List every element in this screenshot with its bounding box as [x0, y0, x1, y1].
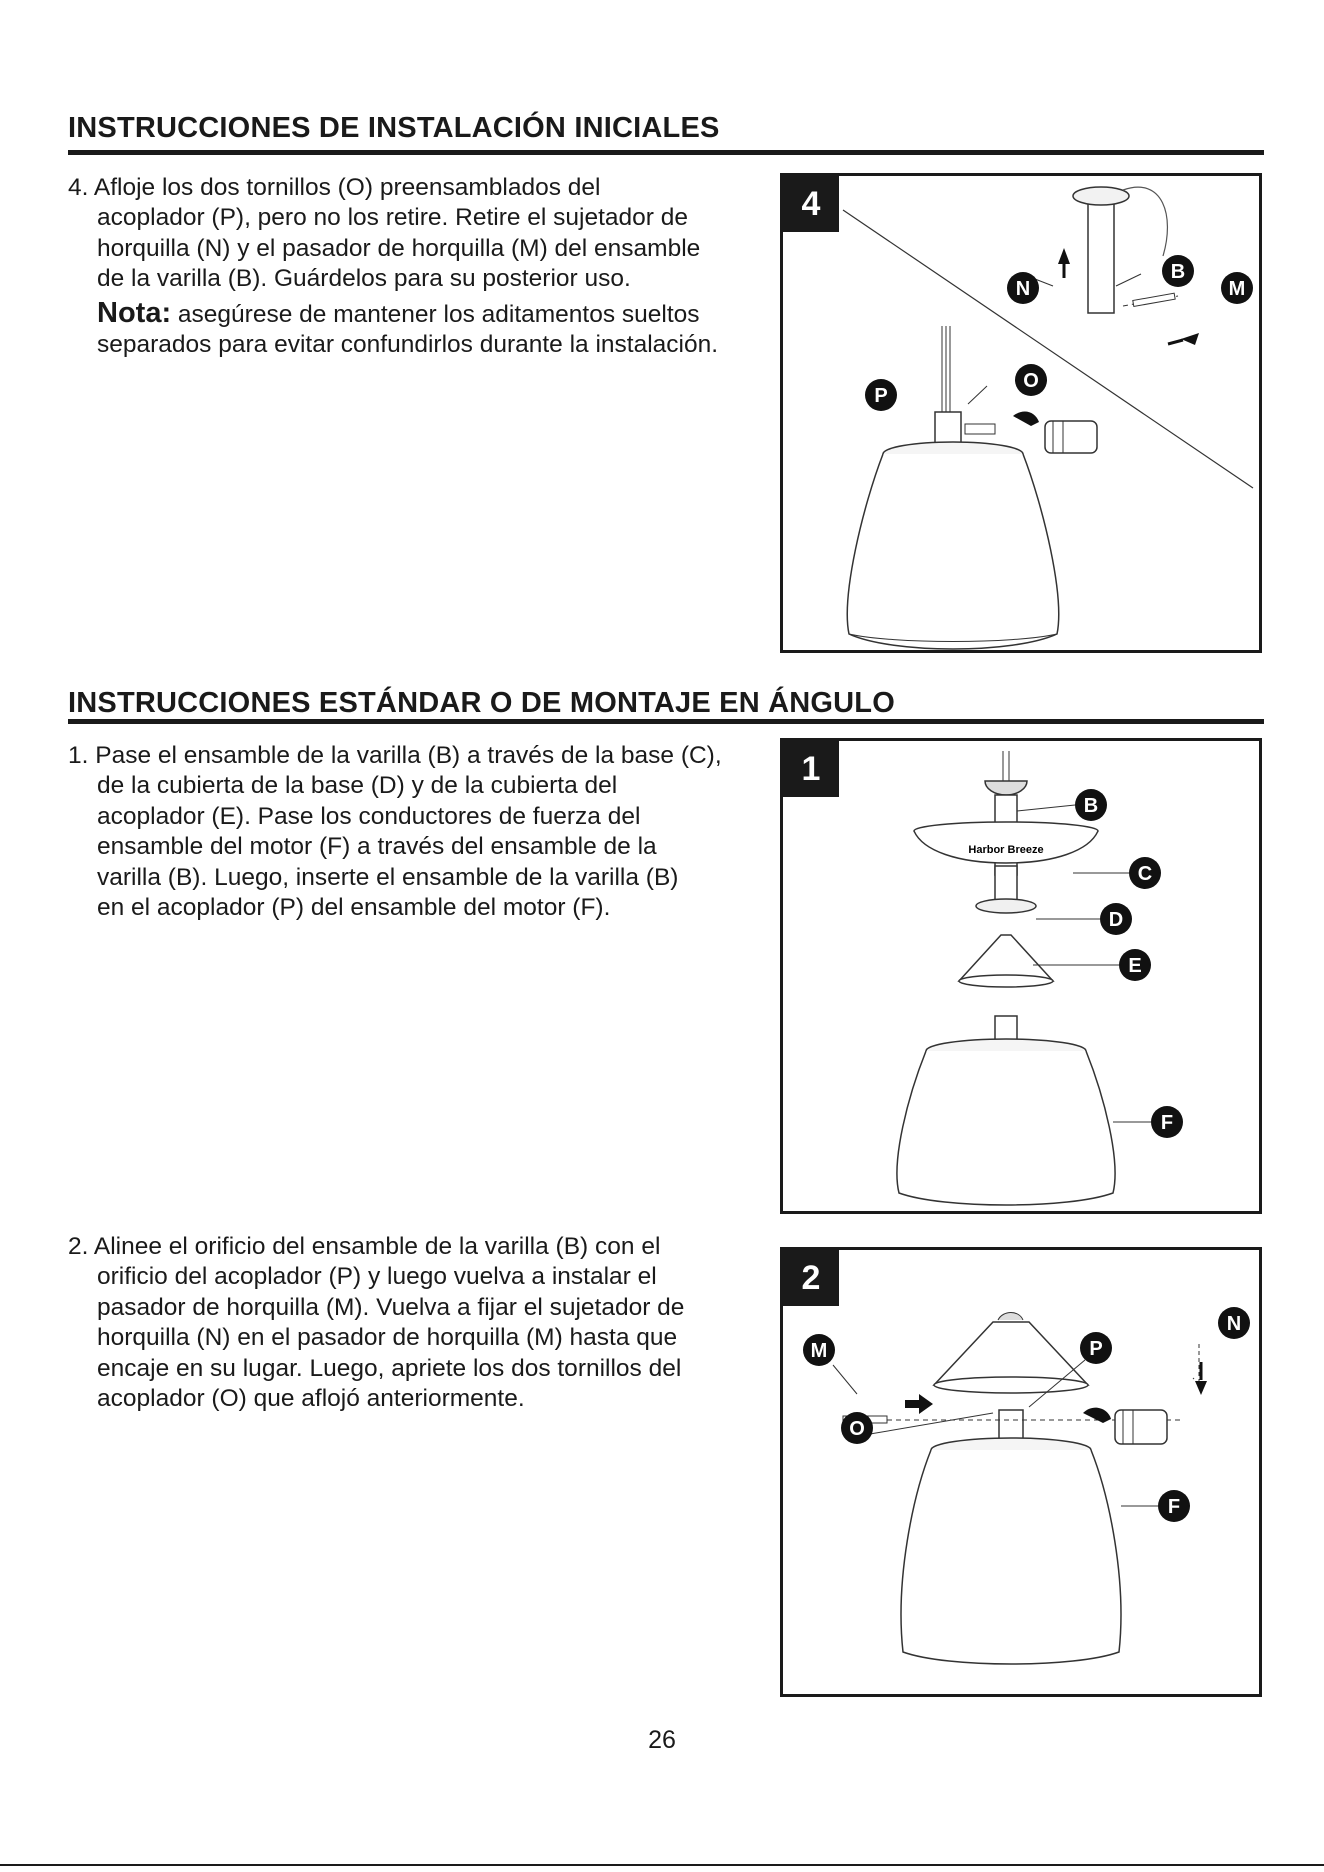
callout-n [1218, 1307, 1250, 1339]
note-text: asegúrese de mantener los aditamentos sueltos [171, 300, 700, 328]
callout-n [1007, 272, 1039, 304]
figure-number: 4 [783, 176, 839, 232]
step-line: en el acoplador (P) del ensamble del motor (F). [97, 894, 611, 922]
callout-label: P [1089, 1338, 1103, 1360]
figure-1 [780, 738, 1262, 1214]
callout-f [1158, 1490, 1190, 1522]
section-rule [68, 150, 1264, 155]
step-2-text [68, 1232, 776, 1414]
callout-m [1221, 272, 1253, 304]
figure-1-illustration [783, 741, 1259, 1211]
section-title-initial: INSTRUCCIONES DE INSTALACIÓN INICIALES [68, 112, 720, 144]
bottom-rule [0, 1864, 1324, 1866]
callout-label: O [1023, 370, 1039, 392]
callout-label: D [1108, 909, 1124, 931]
page-number: 26 [648, 1726, 676, 1754]
callout-label: M [1228, 278, 1246, 300]
figure-2-illustration [783, 1250, 1259, 1694]
callout-p [865, 379, 897, 411]
step-line: de la cubierta de la base (D) y de la cubierta del [97, 772, 618, 800]
callout-b [1162, 255, 1194, 287]
callout-f [1151, 1106, 1183, 1138]
step-line: ensamble del motor (F) a través del ensamble de la [97, 833, 657, 861]
callout-label: P [874, 385, 888, 407]
note-line [68, 298, 776, 330]
callout-b [1075, 789, 1107, 821]
step-line: 1. Pase el ensamble de la varilla (B) a través de la base (C), [68, 742, 722, 769]
callout-label: F [1167, 1496, 1181, 1518]
callout-label: O [849, 1418, 865, 1440]
step-line: encaje en su lugar. Luego, apriete los dos tornillos del [97, 1354, 682, 1382]
callout-label: B [1083, 795, 1099, 817]
step-line: horquilla (N) y el pasador de horquilla (M) del ensamble [97, 234, 701, 262]
step-line: orificio del acoplador (P) y luego vuelva a instalar el [97, 1263, 657, 1291]
section-title-standard: INSTRUCCIONES ESTÁNDAR O DE MONTAJE EN ÁNGULO [68, 687, 895, 719]
callout-o [1015, 364, 1047, 396]
step-line: 2. Alinee el orificio del ensamble de la varilla (B) con el [68, 1233, 661, 1260]
step-4-text [68, 173, 776, 360]
step-line: varilla (B). Luego, inserte el ensamble de la varilla (B) [97, 863, 679, 891]
step-line: 4. Afloje los dos tornillos (O) preensamblados del [68, 174, 601, 201]
callout-label: F [1160, 1112, 1174, 1134]
section-rule [68, 719, 1264, 724]
callout-label: N [1226, 1313, 1242, 1335]
step-line: de la varilla (B). Guárdelos para su posterior uso. [97, 265, 631, 293]
figure-4 [780, 173, 1262, 653]
callout-label: E [1128, 955, 1142, 977]
figure-number: 1 [783, 741, 839, 797]
step-1-text [68, 741, 776, 923]
figure-number: 2 [783, 1250, 839, 1306]
step-line: acoplador (P), pero no los retire. Retire el sujetador de [97, 204, 689, 232]
note-label: Nota: [97, 296, 172, 329]
brand-logo: Harbor Breeze [968, 844, 1044, 856]
callout-m [803, 1334, 835, 1366]
callout-p [1080, 1332, 1112, 1364]
callout-c [1129, 857, 1161, 889]
callout-label: N [1015, 278, 1031, 300]
step-line: acoplador (E). Pase los conductores de fuerza del [97, 802, 641, 830]
callout-label: M [810, 1340, 828, 1362]
callout-d [1100, 903, 1132, 935]
step-line: horquilla (N) en el pasador de horquilla (M) hasta que [97, 1324, 678, 1352]
figure-4-illustration [783, 176, 1259, 650]
figure-2 [780, 1247, 1262, 1697]
callout-e [1119, 949, 1151, 981]
callout-o [841, 1412, 873, 1444]
callout-label: B [1170, 261, 1186, 283]
step-line: acoplador (O) que aflojó anteriormente. [97, 1385, 525, 1413]
note-line: separados para evitar confundirlos durante la instalación. [97, 331, 719, 359]
step-line: pasador de horquilla (M). Vuelva a fijar el sujetador de [97, 1293, 685, 1321]
callout-label: C [1137, 863, 1153, 885]
